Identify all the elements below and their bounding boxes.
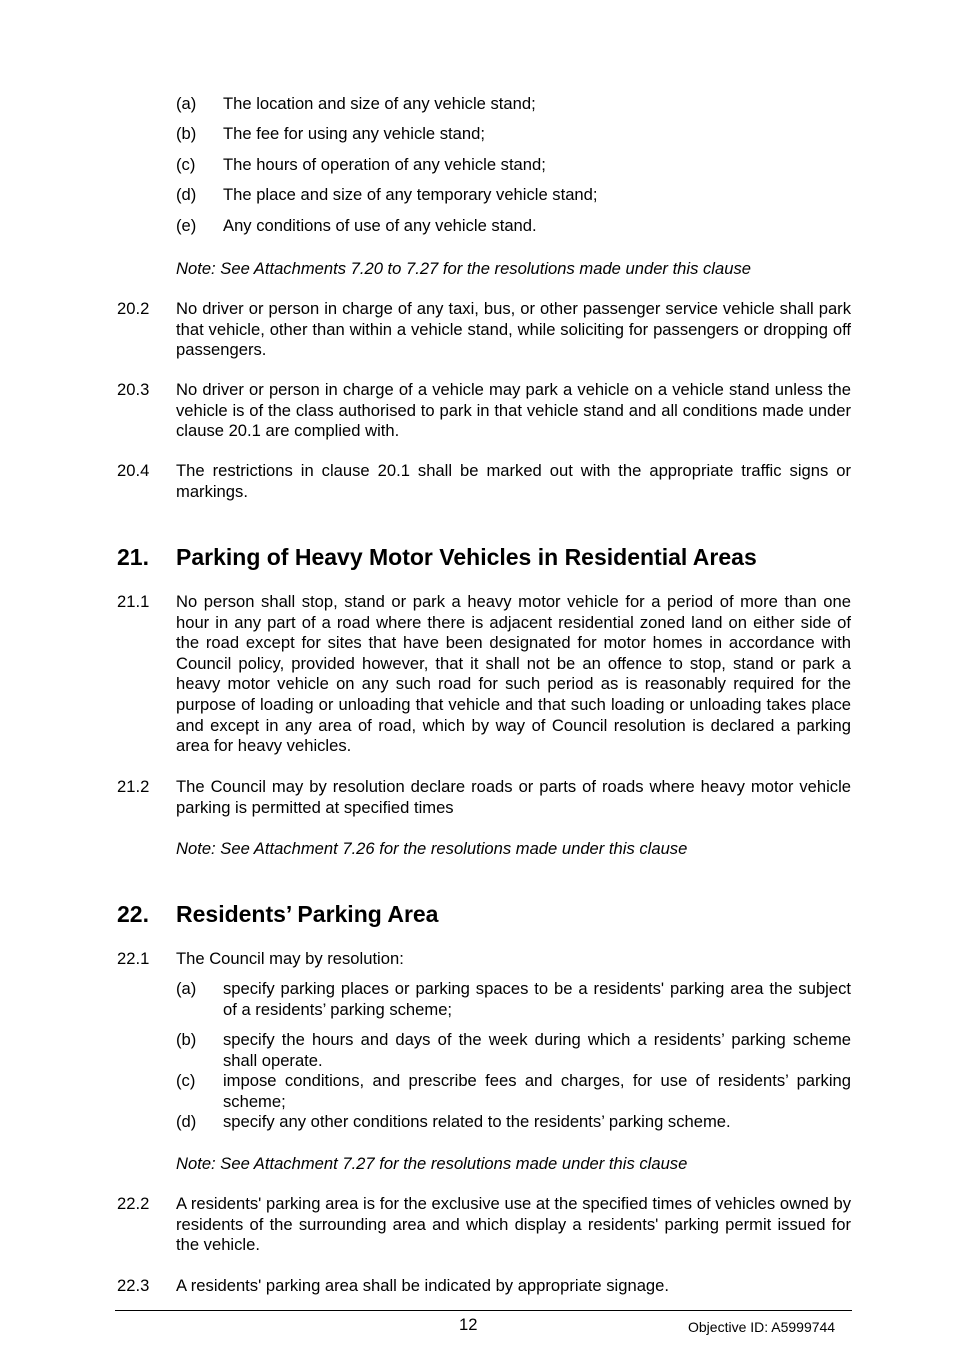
note-22: Note: See Attachment 7.27 for the resolutions made under this clause [176, 1154, 688, 1173]
item-label: (e) [176, 216, 197, 235]
item-label: (a) [176, 979, 197, 998]
clause-text: No driver or person in charge of a vehicle may park a vehicle on a vehicle stand unless the vehicle is of the class authorised to park in that vehicle stand and all conditions made under clause 20.1 are complied with. [176, 380, 851, 441]
section-title: Parking of Heavy Motor Vehicles in Residential Areas [176, 544, 757, 570]
item-label: (a) [176, 94, 197, 113]
clause-number: 21.2 [117, 777, 150, 796]
footer-divider [115, 1310, 852, 1311]
clause-text: The Council may by resolution declare roads or parts of roads where heavy motor vehicle parking is permitted at specified times [176, 777, 851, 817]
item-label: (c) [176, 155, 196, 174]
page-number: 12 [459, 1315, 478, 1334]
section-number: 22. [117, 901, 149, 927]
objective-id: Objective ID: A5999744 [688, 1319, 836, 1335]
item-text: impose conditions, and prescribe fees and charges, for use of residents’ parking scheme; [223, 1071, 851, 1111]
note-21: Note: See Attachment 7.26 for the resolutions made under this clause [176, 839, 688, 858]
clause-number: 22.1 [117, 949, 150, 968]
item-label: (b) [176, 124, 197, 143]
clause-number: 20.2 [117, 299, 150, 318]
clause-number: 21.1 [117, 592, 150, 611]
clause-text: The restrictions in clause 20.1 shall be marked out with the appropriate traffic signs or markings. [176, 461, 851, 501]
clause-text: A residents' parking area is for the exclusive use at the specified times of vehicles owned by residents of the surrounding area and which display a residents' parking permit issued for the vehicle. [176, 1194, 851, 1255]
item-label: (d) [176, 1112, 197, 1131]
item-text: specify the hours and days of the week during which a residents’ parking scheme shall operate. [223, 1030, 851, 1070]
clause-number: 20.3 [117, 380, 150, 399]
section-title: Residents’ Parking Area [176, 901, 439, 927]
item-text: The fee for using any vehicle stand; [223, 124, 485, 143]
item-text: specify parking places or parking spaces to be a residents' parking area the subject of a residents’ parking scheme; [223, 979, 851, 1019]
item-text: The hours of operation of any vehicle stand; [223, 155, 546, 174]
item-text: The location and size of any vehicle stand; [223, 94, 536, 113]
clause-text: No person shall stop, stand or park a heavy motor vehicle for a period of more than one hour in any part of a road where there is adjacent residential zoned land on either side of the road except for sites that have been designated for motor homes in accordance with Council policy, provided however, that it shall not be an offence to stop, stand or park a heavy motor vehicle on any such road for such period as is reasonably required for the purpose of loading or unloading that vehicle and that such loading or unloading takes place and except in any area of road, which by way of Council resolution is declared a parking area for heavy vehicles. [176, 592, 851, 756]
item-text: Any conditions of use of any vehicle stand. [223, 216, 537, 235]
item-label: (b) [176, 1030, 197, 1049]
item-label: (c) [176, 1071, 196, 1090]
clause-number: 22.3 [117, 1276, 150, 1295]
note-20-1: Note: See Attachments 7.20 to 7.27 for the resolutions made under this clause [176, 259, 751, 278]
clause-number: 20.4 [117, 461, 150, 480]
clause-text: The Council may by resolution: [176, 949, 404, 968]
item-text: specify any other conditions related to the residents’ parking scheme. [223, 1112, 731, 1131]
clause-text: No driver or person in charge of any taxi, bus, or other passenger service vehicle shall park that vehicle, other than within a vehicle stand, while soliciting for passengers or dropping off passengers. [176, 299, 851, 360]
clause-number: 22.2 [117, 1194, 150, 1213]
section-number: 21. [117, 544, 149, 570]
clause-text: A residents' parking area shall be indicated by appropriate signage. [176, 1276, 669, 1295]
item-label: (d) [176, 185, 197, 204]
item-text: The place and size of any temporary vehicle stand; [223, 185, 598, 204]
